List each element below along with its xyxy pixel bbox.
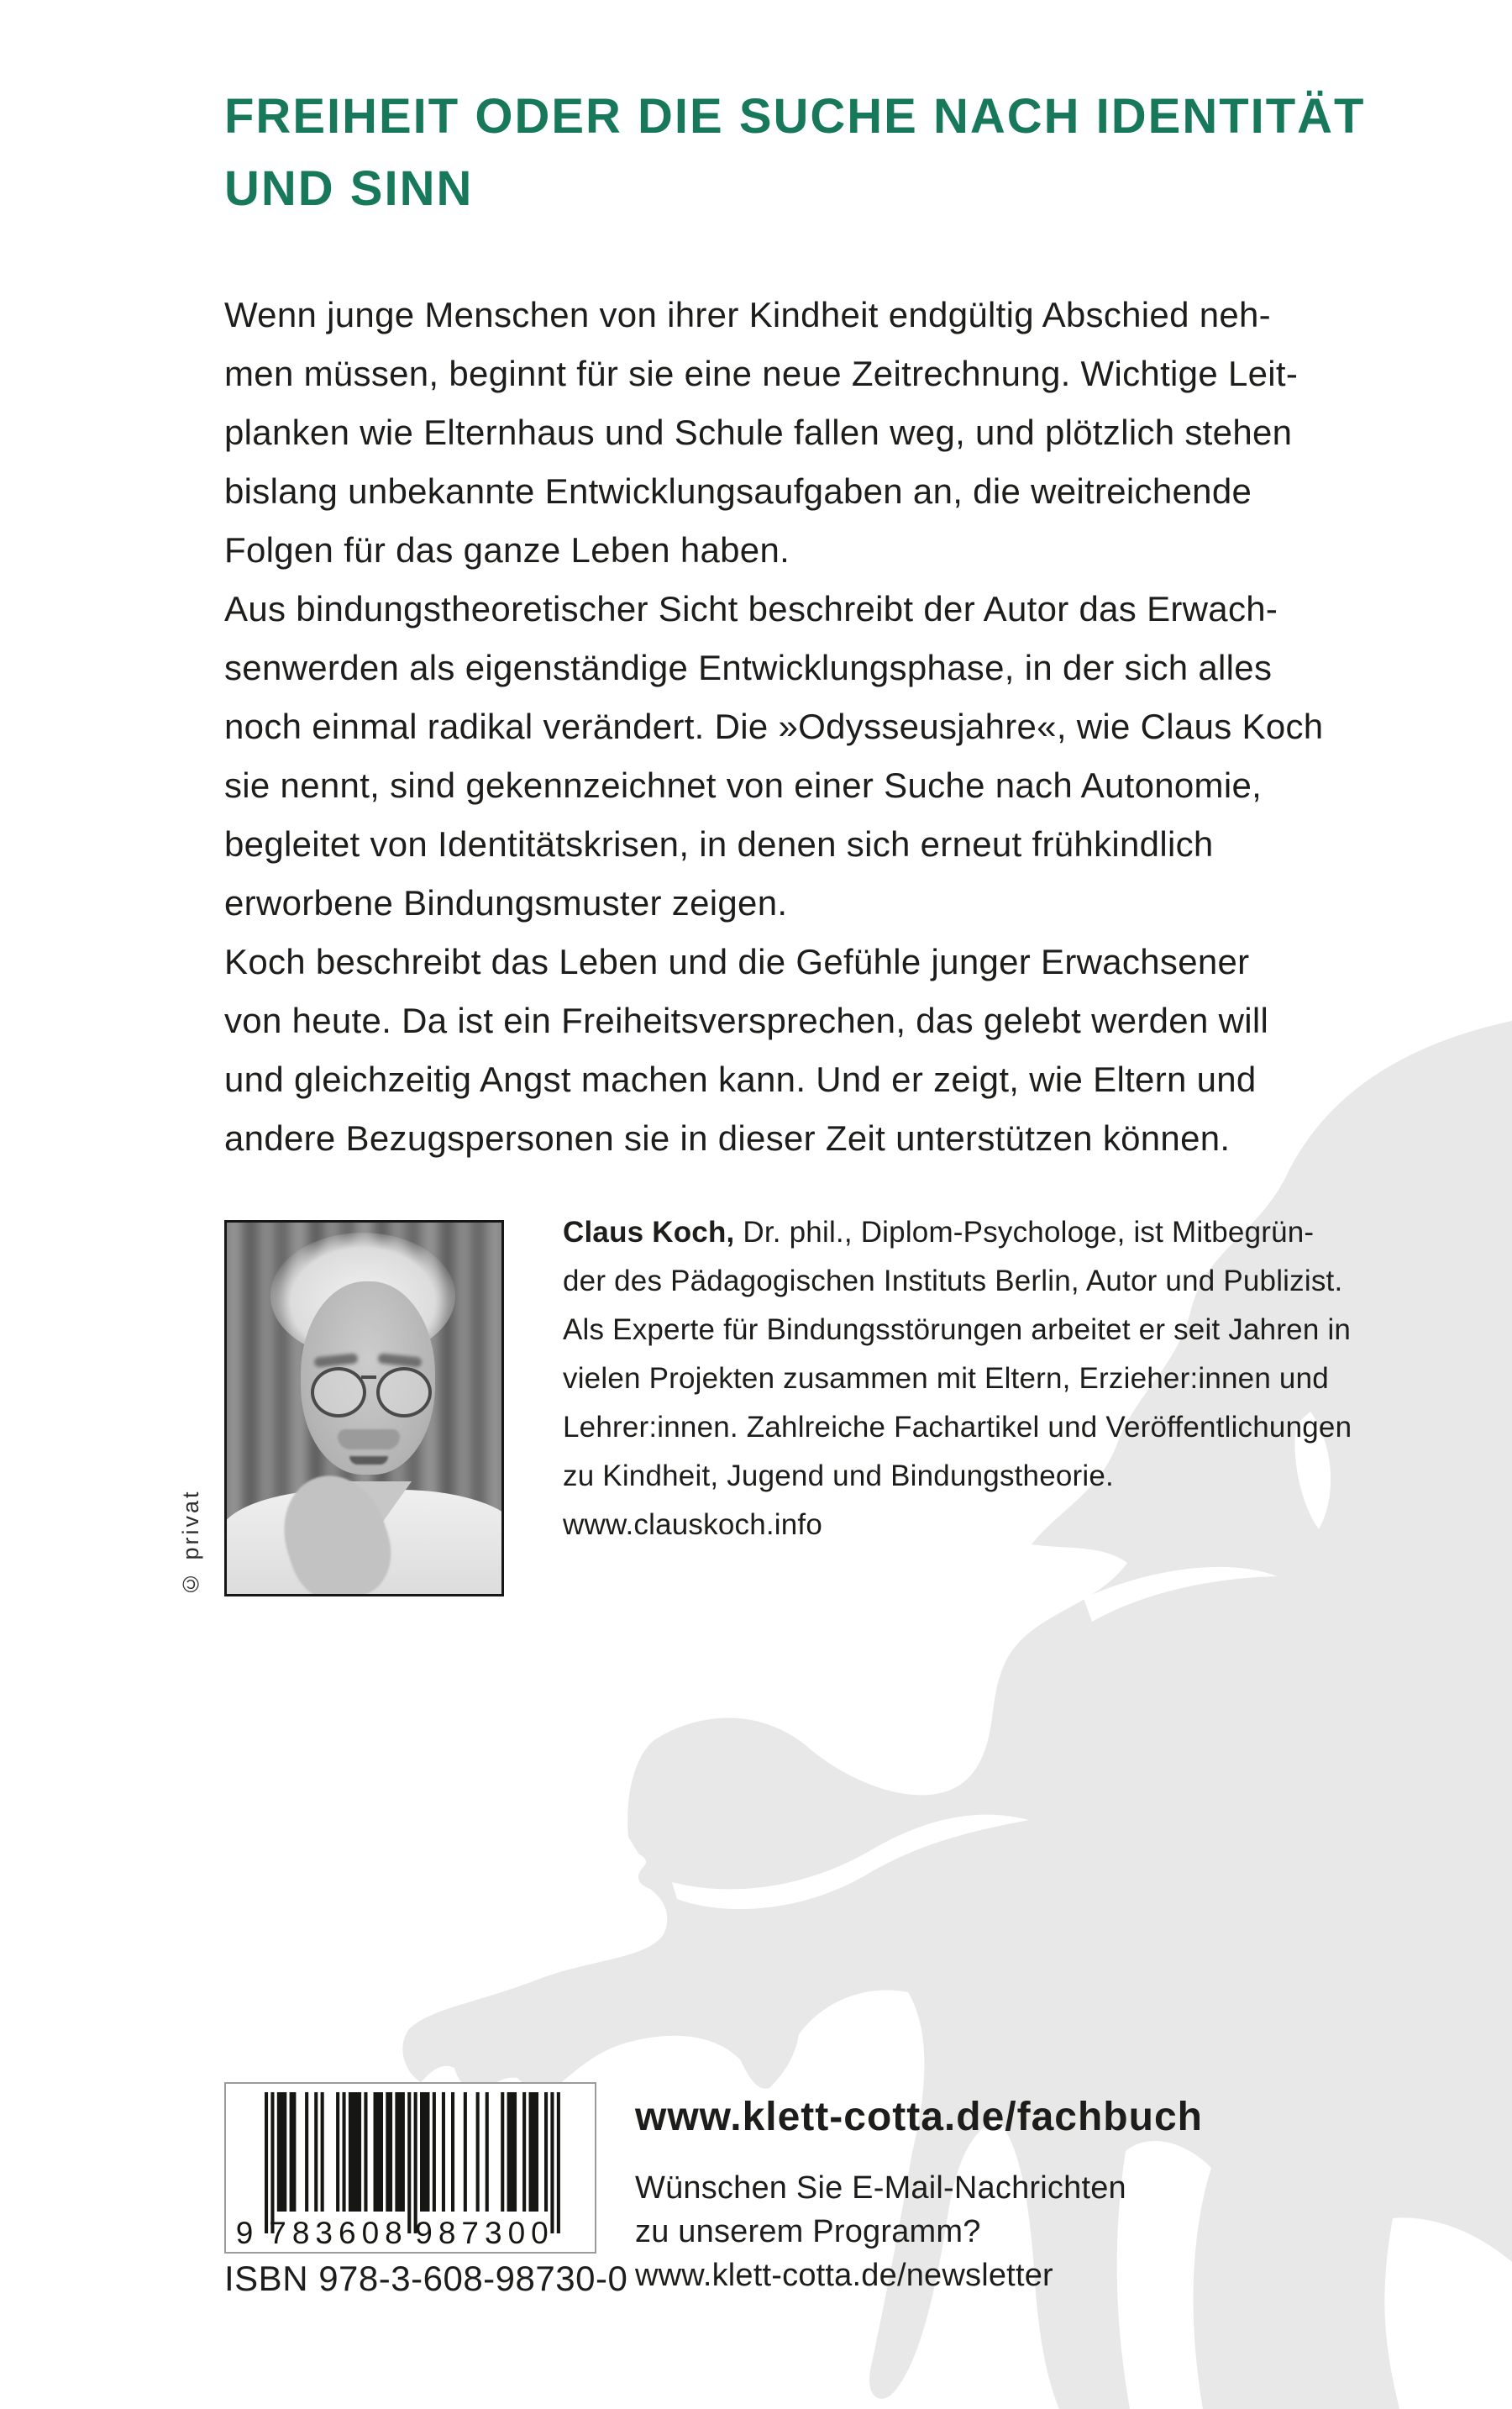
ean-barcode [226,2084,595,2252]
photo-glasses-bridge [361,1375,376,1379]
bio-text-line: vielen Projekten zusammen mit Eltern, Erzieher:innen und [563,1362,1329,1395]
publisher-url: www.klett-cotta.de/fachbuch [635,2095,1203,2139]
author-website: www.clauskoch.info [563,1508,823,1541]
bio-text-line: Lehrer:innen. Zahlreiche Fachartikel und Veröffentlichungen [563,1411,1352,1444]
body-text-line: bislang unbekannte Entwicklungsaufgaben an, die weitreichende [224,471,1252,511]
isbn-label: ISBN 978-3-608-98730-0 [224,2259,628,2298]
body-text-line: erworbene Bindungsmuster zeigen. [224,883,788,923]
body-text-line: Aus bindungstheoretischer Sicht beschreibt der Autor das Erwach- [224,589,1278,629]
body-text-line: Folgen für das ganze Leben haben. [224,530,790,570]
blurb-text [224,286,1459,1168]
photo-glasses-right-lens [376,1367,432,1418]
author-photo [224,1220,504,1596]
body-text-line: Wenn junge Menschen von ihrer Kindheit endgültig Abschied neh- [224,295,1271,334]
title-line-1: FREIHEIT ODER DIE SUCHE NACH IDENTITÄT [224,89,1366,144]
author-bio [563,1208,1478,1549]
author-name: Claus Koch, [563,1216,735,1249]
newsletter-url: www.klett-cotta.de/newsletter [635,2258,1053,2293]
photo-mouth [349,1456,388,1465]
bio-line-rest: Dr. phil., Diplom-Psychologe, ist Mitbegrün- [734,1216,1315,1249]
body-text-line: planken wie Elternhaus und Schule fallen weg, und plötzlich stehen [224,413,1293,452]
newsletter-line: zu unserem Programm? [635,2214,981,2249]
body-text-line: sie nennt, sind gekennzeichnet von einer Suche nach Autonomie, [224,765,1263,805]
body-text-line: senwerden als eigenständige Entwicklungsphase, in der sich alles [224,648,1273,687]
barcode-digit-group1: 783608 [269,2216,408,2250]
bio-text-line: zu Kindheit, Jugend und Bindungstheorie. [563,1460,1114,1492]
title-line-2: UND SINN [224,161,474,216]
body-text-line: begleitet von Identitätskrisen, in denen sich erneut frühkindlich [224,824,1214,864]
newsletter-note [635,2166,1126,2297]
bio-text-line [563,1208,1478,1257]
body-text-line: andere Bezugspersonen sie in dieser Zeit unterstützen können. [224,1118,1231,1158]
body-text-line: noch einmal radikal verändert. Die »Odysseusjahre«, wie Claus Koch [224,707,1324,746]
barcode-digit-group2: 987300 [415,2216,554,2250]
barcode-digit-lead: 9 [235,2216,254,2250]
photo-mustache [338,1429,400,1449]
bio-text-line: der des Pädagogischen Instituts Berlin, Autor und Publizist. [563,1265,1343,1297]
body-text-line: von heute. Da ist ein Freiheitsversprechen, das gelebt werden will [224,1001,1269,1040]
photo-glasses-left-lens [311,1367,366,1418]
body-text-line: Koch beschreibt das Leben und die Gefühle junger Erwachsener [224,942,1250,981]
barcode-box [224,2082,596,2254]
bio-text-line: Als Experte für Bindungsstörungen arbeitet er seit Jahren in [563,1313,1352,1346]
photo-credit: © privat [178,1489,203,1596]
body-text-line: und gleichzeitig Angst machen kann. Und er zeigt, wie Eltern und [224,1060,1257,1099]
body-text-line: men müssen, beginnt für sie eine neue Zeitrechnung. Wichtige Leit- [224,354,1299,393]
newsletter-line: Wünschen Sie E-Mail-Nachrichten [635,2170,1126,2206]
page-title [224,81,1451,225]
